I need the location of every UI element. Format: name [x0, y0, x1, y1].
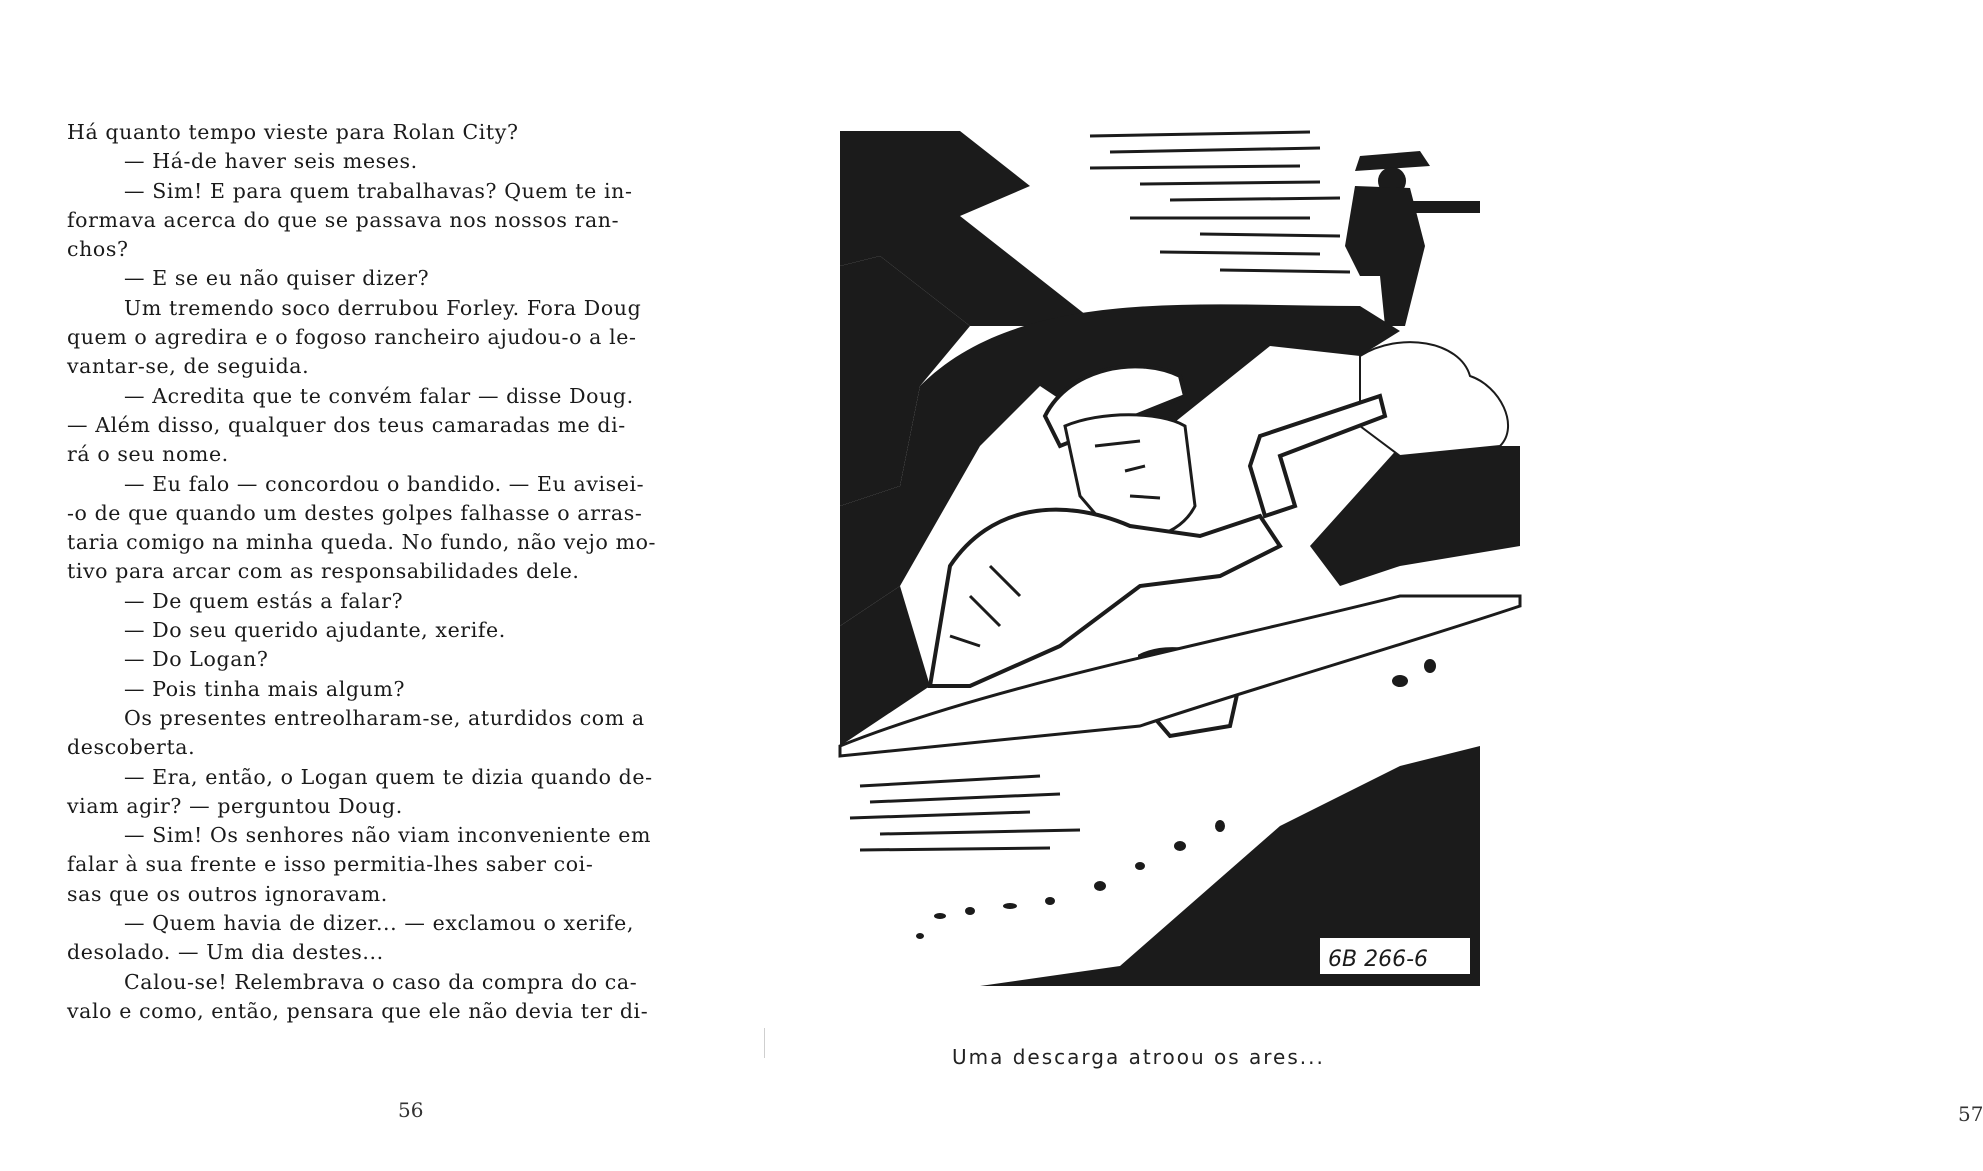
text-line: — Sim! E para quem trabalhavas? Quem te in- [124, 178, 633, 203]
page-number-right: 57 [1958, 1102, 1983, 1126]
text-line: Os presentes entreolharam-se, aturdidos com a [124, 705, 645, 730]
text-line: — Há-de haver seis meses. [124, 149, 418, 174]
text-line: — De quem estás a falar? [124, 588, 404, 613]
text-line: — Além disso, qualquer dos teus camaradas me di- [67, 412, 626, 437]
text-line: — E se eu não quiser dizer? [124, 266, 430, 291]
text-line: quem o agredira e o fogoso rancheiro ajudou-o a le- [67, 325, 637, 350]
text-line: — Pois tinha mais algum? [124, 676, 406, 701]
text-line: valo e como, então, pensara que ele não devia ter di- [67, 998, 649, 1023]
text-line: sas que os outros ignoravam. [67, 881, 388, 906]
text-line: descoberta. [67, 735, 196, 760]
page-number-left: 56 [398, 1098, 424, 1122]
text-line: tivo para arcar com as responsabilidades dele. [67, 559, 580, 584]
left-page [0, 0, 770, 1171]
text-line: — Eu falo — concordou o bandido. — Eu avisei- [124, 471, 645, 496]
illustration-caption: Uma descarga atroou os ares... [952, 1045, 1325, 1069]
text-line: falar à sua frente e isso permitia-lhes saber coi- [67, 852, 594, 877]
text-line: rá o seu nome. [67, 442, 229, 467]
text-line: -o de que quando um destes golpes falhasse o arras- [67, 500, 643, 525]
text-line: chos? [67, 237, 129, 262]
text-line: — Do seu querido ajudante, xerife. [124, 618, 506, 643]
text-line: — Do Logan? [124, 647, 269, 672]
illustration-gunfight [840, 126, 1520, 1026]
gutter-mark [764, 1028, 765, 1058]
illustration-code: 6B 266-6 [1328, 947, 1429, 972]
body-text [67, 118, 727, 1026]
text-line: — Acredita que te convém falar — disse Doug. [124, 383, 634, 408]
text-line: desolado. — Um dia destes... [67, 940, 384, 965]
text-line: — Sim! Os senhores não viam inconveniente em [124, 823, 652, 848]
text-line: viam agir? — perguntou Doug. [67, 793, 403, 818]
text-line: — Quem havia de dizer... — exclamou o xerife, [124, 911, 635, 936]
text-line: taria comigo na minha queda. No fundo, não vejo mo- [67, 530, 657, 555]
text-line: — Era, então, o Logan quem te dizia quando de- [124, 764, 653, 789]
text-line: formava acerca do que se passava nos nossos ran- [67, 207, 620, 232]
text-line: Calou-se! Relembrava o caso da compra do ca- [124, 969, 638, 994]
text-line: Um tremendo soco derrubou Forley. Fora Doug [124, 295, 642, 320]
text-line: vantar-se, de seguida. [67, 354, 310, 379]
text-line: Há quanto tempo vieste para Rolan City? [67, 120, 519, 144]
